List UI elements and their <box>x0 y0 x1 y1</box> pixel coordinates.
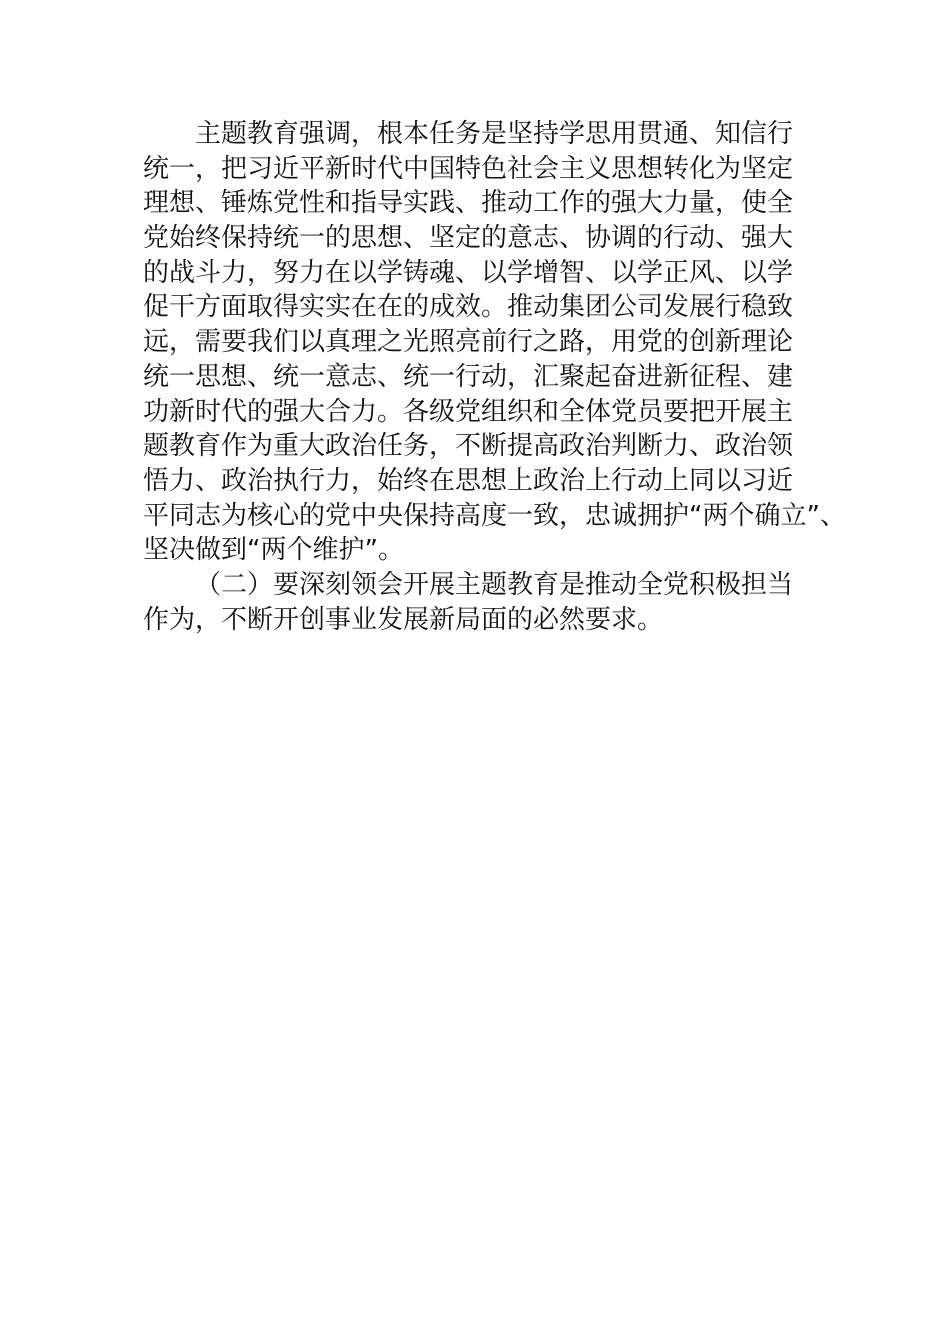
paragraph-line: 统一，把习近平新时代中国特色社会主义思想转化为坚定 <box>143 153 794 184</box>
section-heading-line: （二）要深刻领会开展主题教育是推动全党积极担当 <box>195 569 794 600</box>
paragraph-line: 功新时代的强大合力。各级党组织和全体党员要把开展主 <box>143 396 794 427</box>
section-heading-line: 作为，不断开创事业发展新局面的必然要求。 <box>143 604 664 635</box>
paragraph-line: 平同志为核心的党中央保持高度一致，忠诚拥护“两个确立”、 <box>143 500 846 531</box>
paragraph-line: 题教育作为重大政治任务，不断提高政治判断力、政治领 <box>143 431 794 462</box>
paragraph-line: 坚决做到“两个维护”。 <box>143 535 404 566</box>
paragraph-line: 的战斗力，努力在以学铸魂、以学增智、以学正风、以学 <box>143 257 794 288</box>
paragraph-line: 理想、锤炼党性和指导实践、推动工作的强大力量，使全 <box>143 188 794 219</box>
paragraph-line: 促干方面取得实实在在的成效。推动集团公司发展行稳致 <box>143 292 794 323</box>
paragraph-line: 远，需要我们以真理之光照亮前行之路，用党的创新理论 <box>143 327 794 358</box>
body-text <box>143 117 846 637</box>
paragraph-line: 主题教育强调，根本任务是坚持学思用贯通、知信行 <box>195 119 794 149</box>
paragraph-line: 党始终保持统一的思想、坚定的意志、协调的行动、强大 <box>143 223 794 254</box>
paragraph-line: 悟力、政治执行力，始终在思想上政治上行动上同以习近 <box>143 465 794 496</box>
paragraph-line: 统一思想、统一意志、统一行动，汇聚起奋进新征程、建 <box>143 361 794 392</box>
